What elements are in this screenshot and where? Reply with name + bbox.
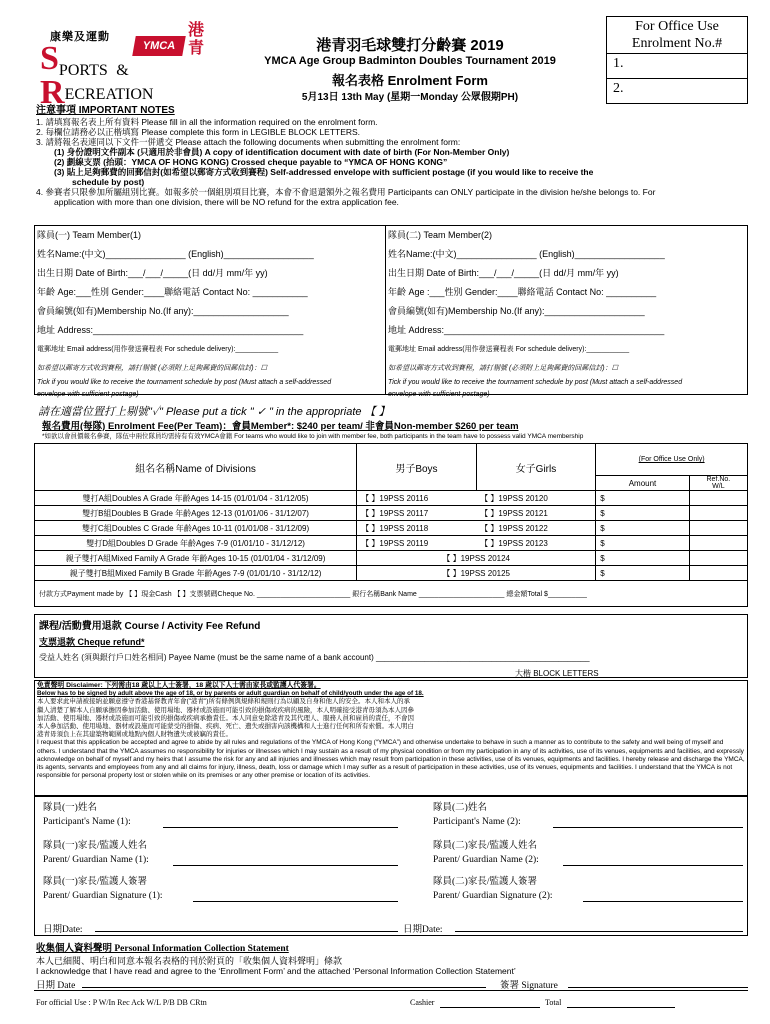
division-row xyxy=(35,491,748,506)
logo-vertical-text: 港青 xyxy=(188,22,205,57)
pics-signature[interactable]: 簽署 Signature xyxy=(500,977,748,991)
note-2: 2. 每欄位請務必以正楷填寫 Please complete this form in LEGIBLE BLOCK LETTERS. xyxy=(36,127,361,137)
member-2-post-en2: envelope with sufficient postage) xyxy=(388,391,490,398)
division-name: 親子雙打B組Mixed Family B Grade 年齡Ages 7-9 (01/01/10 - 31/12/12) xyxy=(35,566,357,581)
tick-instruction: 請在適當位置打上剔號"✓" Please put a tick " ✓ " in the appropriate 【 】 xyxy=(38,406,390,418)
member-2-membership[interactable]: 會員編號(如有)Membership No.(If any):____________________ xyxy=(388,306,645,316)
amount-cell: $ xyxy=(596,506,690,521)
logo-recreation: RECREATION xyxy=(40,74,154,111)
office-title: For Office Use xyxy=(635,19,719,34)
p1-label-cn: 隊員(一)姓名 xyxy=(43,803,97,813)
amount-cell: $ xyxy=(596,536,690,551)
member-1-dob[interactable]: 出生日期 Date of Birth:___/___/_____(日 dd/月 mm/年 yy) xyxy=(37,268,268,278)
cheque-refund: 支票退款 Cheque refund* xyxy=(39,637,145,647)
member-1-post-en2: envelope with sufficient postage) xyxy=(37,391,139,398)
division-row xyxy=(35,536,748,551)
signature-box xyxy=(34,796,748,936)
office-enrolment: Enrolment No.# xyxy=(631,36,723,51)
s1-signature[interactable]: Parent/ Guardian Signature (1): xyxy=(43,891,398,901)
member-1-name[interactable]: 姓名Name:(中文)________________ (English)__________________ xyxy=(37,249,314,259)
boys-checkbox[interactable]: 【 】19PSS 20118 xyxy=(357,521,477,536)
member-1-post-cn[interactable]: 如希望以郵寄方式收到賽程，請打剔號 (必須附上足夠郵費的回郵信封)：☐ xyxy=(37,365,267,372)
ref-cell xyxy=(689,506,747,521)
boys-checkbox[interactable]: 【 】19PSS 20116 xyxy=(357,491,477,506)
refund-box xyxy=(34,614,748,678)
note-4-cont: application with more than one division, there will be NO refund for the extra application fee. xyxy=(54,197,399,207)
ref-cell xyxy=(689,521,747,536)
g2-label-cn: 隊員(二)家長/監護人姓名 xyxy=(433,841,537,851)
mixed-checkbox[interactable]: 【 】19PSS 20125 xyxy=(357,566,596,581)
division-name: 雙打C組Doubles C Grade 年齡Ages 10-11 (01/01/08 - 31/12/09) xyxy=(35,521,357,536)
division-row xyxy=(35,506,748,521)
form-title: 報名表格 Enrolment Form xyxy=(331,73,488,88)
members-box xyxy=(34,225,748,398)
title-cn: 港青羽毛球雙打分齡賽 2019 xyxy=(316,37,504,54)
pics-en: I acknowledge that I have read and agree to the ‘Enrollment Form’ and the attached ‘Personal Information Collection Statement’ xyxy=(36,966,516,976)
disclaimer-en: I request that this application be accepted and agree to abide by all rules and regulations of the YMCA of Hong Kong (“YMCA”) and otherwise undertake to behave in such a manner as to contribute to the safety and well being of myself and others. I understand that the YMCA assumes no responsibility for injuries or illnesses which I may sustain as a result of my physical condition or from my participation in any of its activities, use of its venues, equipments and facilities, and expressly acknowledge on behalf of myself and my heirs that I assume the risk for any and all injuries and illnesses which may result from participation in these activities, use of its venues, equipments and facilities. I hereby release and discharge the YMCA, its agents, servants and employees from any and all claims for injury, illness, death, loss or damage which I may suffer as a result of participation in these activities, use of its venues, equipments and facilities. I understand that the YMCA is not responsible for personal property lost or stolen while on its premises or any other premise or location of its activities. xyxy=(37,739,745,780)
date-2[interactable]: 日期Date: xyxy=(403,921,743,935)
p2-name[interactable]: Participant's Name (2): xyxy=(433,817,743,827)
disclaimer-box xyxy=(34,680,748,796)
event-date: 5月13日 13th May (星期一Monday 公眾假期PH) xyxy=(301,92,519,103)
note-3c-cont: schedule by post) xyxy=(72,177,145,187)
ref-cell xyxy=(689,491,747,506)
ymca-logo: YMCA xyxy=(132,36,186,56)
amount-cell: $ xyxy=(596,551,690,566)
office-row-2[interactable]: 2. xyxy=(607,78,747,103)
girls-checkbox[interactable]: 【 】19PSS 20121 xyxy=(476,506,596,521)
division-grid xyxy=(34,443,748,607)
pics-heading: 收集個人資料聲明 Personal Information Collection Statement xyxy=(36,944,289,954)
member-1-membership[interactable]: 會員編號(如有)Membership No.(If any):___________________ xyxy=(37,306,289,316)
division-name: 雙打D組Doubles D Grade 年齡Ages 7-9 (01/01/10 - 31/12/12) xyxy=(35,536,357,551)
s1-label-cn: 隊員(一)家長/監護人簽署 xyxy=(43,877,147,887)
amount-cell: $ xyxy=(596,491,690,506)
fee-line: 報名費用(每隊) Enrolment Fee(Per Team)：會員Member*: $240 per team/ 非會員Non-member $260 per team xyxy=(42,421,519,432)
note-3c: (3) 貼上足夠郵費的回郵信封(如希望以郵寄方式收到賽程) Self-addressed envelope with sufficient postage (if you would like to receive the xyxy=(54,167,594,177)
g1-label-cn: 隊員(一)家長/監護人姓名 xyxy=(43,841,147,851)
important-notes xyxy=(36,105,736,207)
s2-signature[interactable]: Parent/ Guardian Signature (2): xyxy=(433,891,743,901)
p1-name[interactable]: Participant's Name (1): xyxy=(43,817,398,827)
member-1-age[interactable]: 年齡 Age:___性別 Gender:____聯絡電話 Contact No: ___________ xyxy=(37,287,308,297)
mixed-checkbox[interactable]: 【 】19PSS 20124 xyxy=(357,551,596,566)
g1-name[interactable]: Parent/ Guardian Name (1): xyxy=(43,855,398,865)
note-3: 3. 請將報名表連同以下文件一併遞交 Please attach the following documents when submitting the enrolment form: xyxy=(36,137,461,147)
boys-checkbox[interactable]: 【 】19PSS 20119 xyxy=(357,536,477,551)
logo-sports: $S^{PORTS}$ & xyxy=(40,40,129,79)
member-2-title: 隊員(二) Team Member(2) xyxy=(388,230,493,240)
amount-cell: $ xyxy=(596,566,690,581)
office-use-box xyxy=(606,16,748,104)
girls-checkbox[interactable]: 【 】19PSS 20122 xyxy=(476,521,596,536)
note-3b: (2) 劃線支票 (抬頭：YMCA OF HONG KONG) Crossed cheque payable to “YMCA OF HONG KONG” xyxy=(54,157,448,167)
cashier-field[interactable]: Cashier xyxy=(410,998,540,1007)
division-name: 雙打B組Doubles B Grade 年齡Ages 12-13 (01/01/06 - 31/12/07) xyxy=(35,506,357,521)
member-1-title: 隊員(一) Team Member(1) xyxy=(37,230,142,240)
member-1-address[interactable]: 地址 Address:__________________________________________ xyxy=(37,325,304,335)
amount-cell: $ xyxy=(596,521,690,536)
col-boys-header: 男子Boys xyxy=(357,444,477,491)
fee-note: *如欲以會員價報名參賽，隊伍中兩位隊員均需持有有效YMCA會籍 For teams who would like to join with member fee, both participants in the team have to possess valid YMCA membership xyxy=(42,433,584,440)
member-1 xyxy=(35,226,383,402)
ref-cell xyxy=(689,536,747,551)
division-name: 親子雙打A組Mixed Family A Grade 年齡Ages 10-15 (01/01/04 - 31/12/09) xyxy=(35,551,357,566)
disclaimer-title-2: Below has to be signed by adult above the age of 18, or by parents or adult guardian on behalf of child/youth under the age of 18. xyxy=(37,690,424,698)
ref-cell xyxy=(689,566,747,581)
p2-label-cn: 隊員(二)姓名 xyxy=(433,803,487,813)
note-1: 1. 請填寫報名表上所有資料 Please fill in all the information required on the enrolment form. xyxy=(36,117,378,127)
member-2-post-en: Tick if you would like to receive the tournament schedule by post (Must attach a self-addressed xyxy=(388,379,683,386)
note-4: 4. 參賽者只限參加所屬組別比賽。如報多於一個組別項目比賽，本會不會退還額外之報名費用 Participants can ONLY participate in the division he/she belongs to. For xyxy=(36,187,656,197)
block-letters: 大楷 BLOCK LETTERS xyxy=(515,669,599,678)
col-amount: Amount xyxy=(596,476,690,491)
office-row-1[interactable]: 1. xyxy=(607,53,747,78)
official-use: For official Use : P W/In Rec Ack W/L P/B DB CRtn xyxy=(36,998,207,1007)
division-name: 雙打A組Doubles A Grade 年齡Ages 14-15 (01/01/04 - 31/12/05) xyxy=(35,491,357,506)
payee-name[interactable]: 受益人姓名 (須與銀行戶口姓名相同) Payee Name (must be the same name of a bank account) ________________________________________________ xyxy=(39,653,590,662)
division-row xyxy=(35,521,748,536)
member-2 xyxy=(388,226,746,402)
col-ref: Ref.No. W/L xyxy=(689,476,747,491)
col-girls-header: 女子Girls xyxy=(476,444,596,491)
member-2-age[interactable]: 年齡 Age :___性別 Gender:____聯絡電話 Contact No: __________ xyxy=(388,287,657,297)
member-2-dob[interactable]: 出生日期 Date of Birth:___/___/_____(日 dd/月 mm/年 yy) xyxy=(388,268,619,278)
g2-name[interactable]: Parent/ Guardian Name (2): xyxy=(433,855,743,865)
girls-checkbox[interactable]: 【 】19PSS 20120 xyxy=(476,491,596,506)
title-en: YMCA Age Group Badminton Doubles Tournament 2019 xyxy=(264,55,556,67)
member-1-email[interactable]: 電郵地址 Email address(用作發送賽程表 For schedule delivery):___________ xyxy=(37,346,279,353)
refund-heading: 課程/活動費用退款 Course / Activity Fee Refund xyxy=(39,621,261,632)
note-3a: (1) 身份證明文件副本 (只適用於非會員) A copy of identification document with date of birth (For Non-Member Only) xyxy=(54,147,510,157)
member-1-post-en: Tick if you would like to receive the tournament schedule by post (Must attach a self-addressed xyxy=(37,379,332,386)
division-row xyxy=(35,551,748,566)
office-use-only: (For Office Use Only) xyxy=(596,444,748,476)
disclaimer-cn: 本人要求此申請被接納並願意遵守香港基督教青年會("港青")所有條例與規條和規則行為以顧及自身和他人的安全。本人和本人的承繼人清楚了解本人自願承擔因參加活動、使用場地、器材或設施而可能引致的損傷或疾病的風險，本人明確接受港青毋須為本人因參加活動、使用場地、器材或設施而可能引致的損傷或疾病承擔責任。本人同意免除港青及其代理人、服務人員和雇員的責任，不會因本人參加活動、使用場地、器材或設施而可能蒙受的損傷、疾病、死亡、遺失或損害向該機構和人士進行任何和所有索償。本人明白港青毋須負上在其建築物範圍或地點內個人財物遺失或被竊的責任。 xyxy=(37,698,414,739)
pics-cn: 本人已細閱、明白和同意本報名表格的刊於附頁的「收集個人資料聲明」條款 xyxy=(36,956,343,966)
member-2-post-cn[interactable]: 如希望以郵寄方式收到賽程，請打剔號 (必須附上足夠郵費的回郵信封)：☐ xyxy=(388,365,618,372)
girls-checkbox[interactable]: 【 】19PSS 20123 xyxy=(476,536,596,551)
disclaimer-title: 免責聲明 Disclaimer: 下列需由18 歲以上人士簽署，18 歲以下人士需由家長或監護人代簽署。 xyxy=(37,682,321,689)
logo-cn: 康樂及運動 xyxy=(50,31,110,43)
division-row xyxy=(35,566,748,581)
total-field[interactable]: Total xyxy=(545,998,675,1007)
col-name-header: 組名名稱Name of Divisions xyxy=(35,444,357,491)
payment-row[interactable]: 付款方式Payment made by 【 】現金Cash 【 】支票號碼Cheque No. ________________________ 銀行名稱Bank Name ______________________ 總金額Total $__________ xyxy=(35,581,748,607)
notes-heading: 注意事項 IMPORTANT NOTES xyxy=(36,105,175,116)
member-2-address[interactable]: 地址 Address:____________________________________________ xyxy=(388,325,665,335)
boys-checkbox[interactable]: 【 】19PSS 20117 xyxy=(357,506,477,521)
ref-cell xyxy=(689,551,747,566)
date-1[interactable]: 日期Date: xyxy=(43,921,398,935)
member-2-email[interactable]: 電郵地址 Email address(用作發送賽程表 For schedule delivery):___________ xyxy=(388,346,630,353)
member-2-name[interactable]: 姓名Name:(中文)________________ (English)__________________ xyxy=(388,249,665,259)
pics-date[interactable]: 日期 Date xyxy=(36,977,486,991)
s2-label-cn: 隊員(二)家長/監護人簽署 xyxy=(433,877,537,887)
